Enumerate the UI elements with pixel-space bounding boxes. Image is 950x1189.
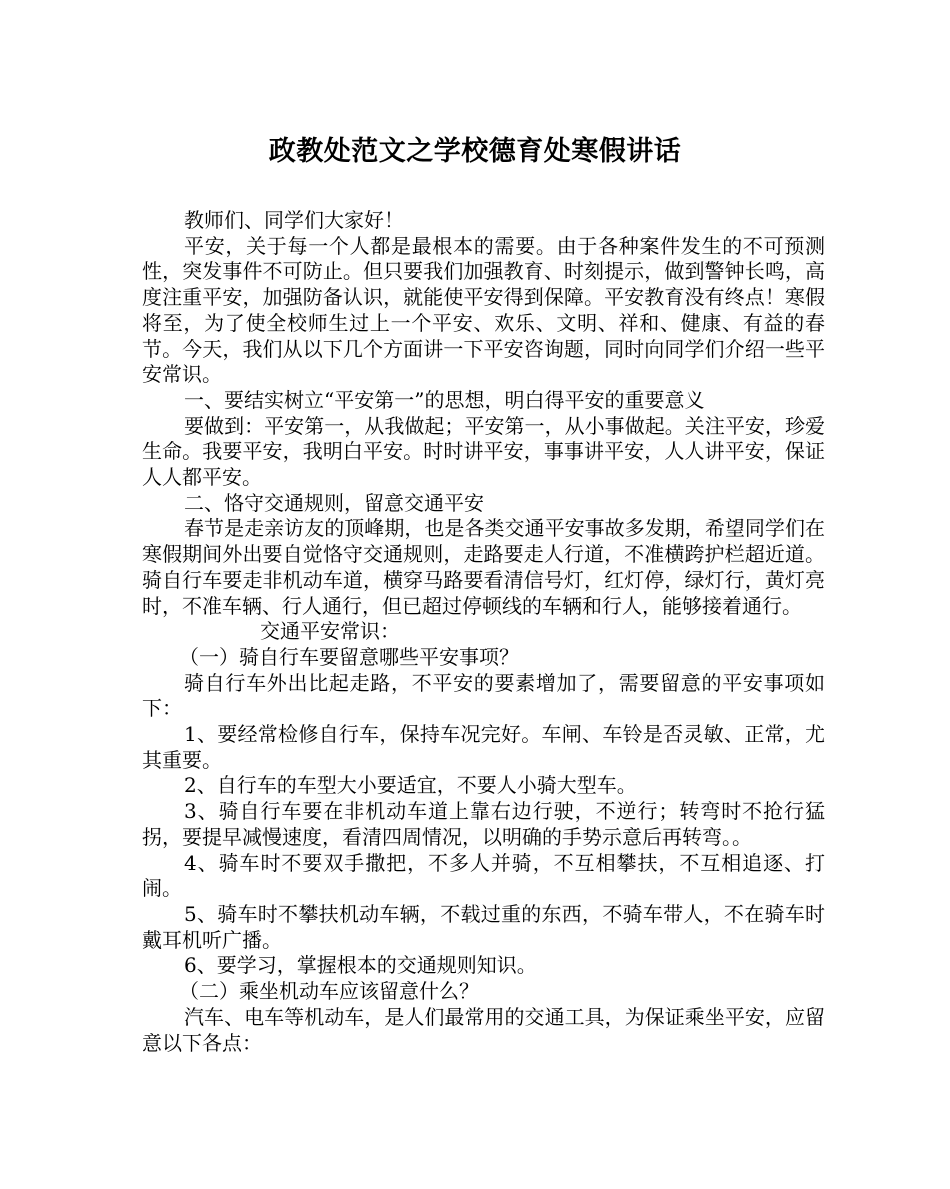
- list-item-2: 2、自行车的车型大小要适宜，不要人小骑大型车。: [184, 773, 637, 798]
- list-item-6: 6、要学习，掌握根本的交通规则知识。: [184, 953, 537, 978]
- paragraph-section-2: 春节是走亲访友的顶峰期，也是各类交通平安事故多发期，希望同学们在寒假期间外出要自觉恪守交通规则，走路要走人行道，不准横跨护栏超近道。骑自行车要走非机动车道，横穿马路要看清信号灯，红灯停，绿灯行，黄灯亮时，不准车辆、行人通行，但已超过停顿线的车辆和行人，能够接着通行。: [142, 516, 825, 618]
- list-item-3: 3、骑自行车要在非机动车道上靠右边行驶，不逆行；转弯时不抢行猛拐，要提早减慢速度，看清四周情况，以明确的手势示意后再转弯。。: [142, 799, 825, 849]
- heading-bicycle: （一）骑自行车要留意哪些平安事项？: [179, 644, 519, 669]
- heading-motor-vehicle: （二）乘坐机动车应该留意什么？: [179, 979, 479, 1004]
- heading-section-1: 一、要结实树立“平安第一”的思想，明白得平安的重要意义: [184, 387, 705, 412]
- paragraph-section-1: 要做到：平安第一，从我做起；平安第一，从小事做起。关注平安，珍爱生命。我要平安，我明白平安。时时讲平安，事事讲平安，人人讲平安，保证人人都平安。: [142, 413, 825, 490]
- paragraph-motor-vehicle: 汽车、电车等机动车，是人们最常用的交通工具，为保证乘坐平安，应留意以下各点：: [142, 1004, 825, 1055]
- list-item-1: 1、要经常检修自行车，保持车况完好。车闸、车铃是否灵敏、正常，尤其重要。: [142, 722, 825, 772]
- list-item-5: 5、骑车时不攀扶机动车辆，不载过重的东西，不骑车带人，不在骑车时戴耳机听广播。: [142, 901, 825, 952]
- paragraph-intro: 平安，关于每一个人都是最根本的需要。由于各种案件发生的不可预测性，突发事件不可防止。但只要我们加强教育、时刻提示，做到警钟长鸣，高度注重平安，加强防备认识，就能使平安得到保障。平安教育没有终点！寒假将至，为了使全校师生过上一个平安、欢乐、文明、祥和、健康、有益的春节。今天，我们从以下几个方面讲一下平安咨询题，同时向同学们介绍一些平安常识。: [142, 233, 825, 387]
- document-title: 政教处范文之学校德育处寒假讲话: [268, 136, 682, 167]
- paragraph-greeting: 教师们、同学们大家好！: [184, 208, 404, 232]
- heading-traffic-safety: 交通平安常识：: [260, 619, 400, 644]
- heading-section-2: 二、恪守交通规则，留意交通平安: [184, 490, 484, 515]
- paragraph-bicycle-intro: 骑自行车外出比起走路，不平安的要素增加了，需要留意的平安事项如下：: [142, 670, 825, 721]
- list-item-4: 4、骑车时不要双手撒把，不多人并骑，不互相攀扶，不互相追逐、打闹。: [142, 850, 825, 901]
- document-body: [142, 208, 825, 1056]
